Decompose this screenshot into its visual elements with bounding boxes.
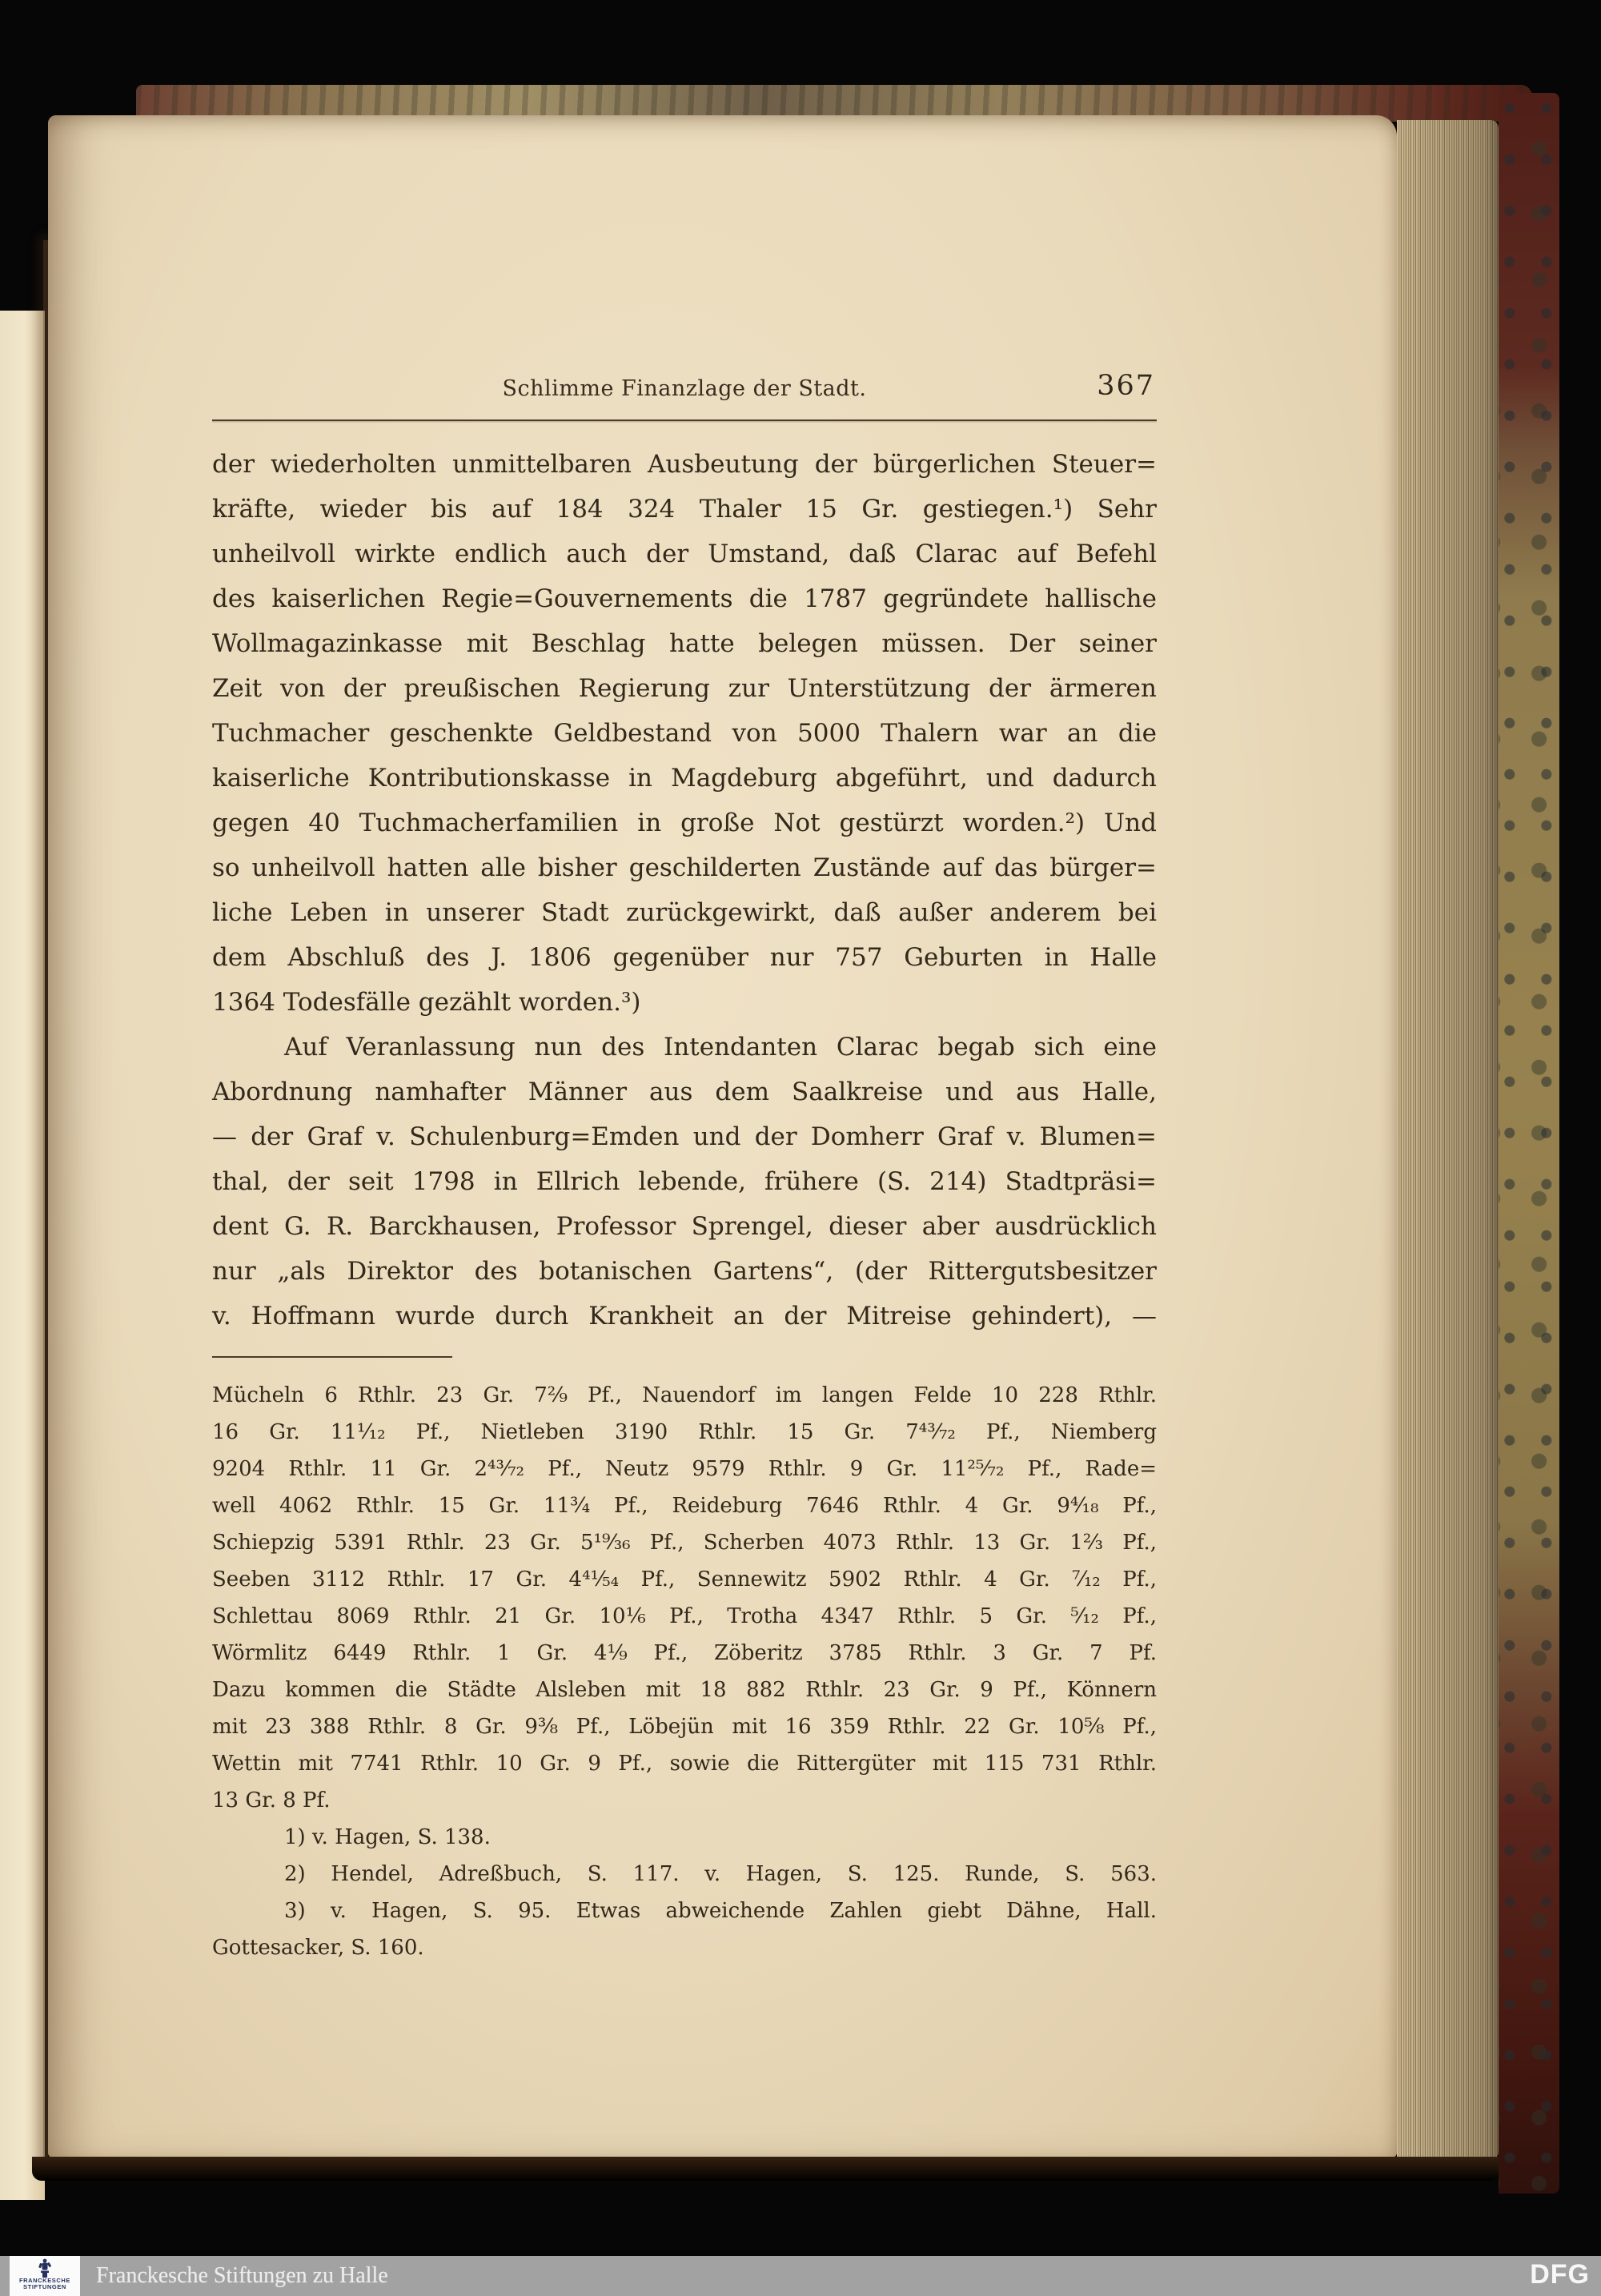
body-line: gegen 40 Tuchmacherfamilien in große Not gestürzt worden.²) Und	[212, 809, 1157, 837]
footnote-separator	[212, 1356, 452, 1358]
book-fore-edge	[1397, 120, 1499, 2160]
footnote-line: 13 Gr. 8 Pf.	[212, 1788, 331, 1812]
body-line: so unheilvoll hatten alle bisher geschilderten Zustände auf das bürger=	[212, 853, 1157, 882]
institution-label: Franckesche Stiftungen zu Halle	[96, 2263, 388, 2288]
body-line: der wiederholten unmittelbaren Ausbeutung der bürgerlichen Steuer=	[212, 450, 1157, 479]
body-line: nur „als Direktor des botanischen Gartens“, (der Rittergutsbesitzer	[212, 1257, 1157, 1286]
footnote-line: 2) Hendel, Adreßbuch, S. 117. v. Hagen, S. 125. Runde, S. 563.	[284, 1862, 1157, 1886]
footnote-line: 16 Gr. 11¹⁄₁₂ Pf., Nietleben 3190 Rthlr. 15 Gr. 7⁴³⁄₇₂ Pf., Niemberg	[212, 1420, 1157, 1444]
body-line: dent G. R. Barckhausen, Professor Sprengel, dieser aber ausdrücklich	[212, 1212, 1157, 1241]
body-line: kaiserliche Kontributionskasse in Magdeburg abgeführt, und dadurch	[212, 764, 1157, 793]
footnote-line: mit 23 388 Rthlr. 8 Gr. 9³⁄₈ Pf., Löbejün mit 16 359 Rthlr. 22 Gr. 10⁵⁄₈ Pf.,	[212, 1715, 1157, 1739]
footnote-line: Schiepzig 5391 Rthlr. 23 Gr. 5¹⁹⁄₃₆ Pf., Scherben 4073 Rthlr. 13 Gr. 1²⁄₃ Pf.,	[212, 1531, 1157, 1555]
body-line: liche Leben in unserer Stadt zurückgewirkt, daß außer anderem bei	[212, 898, 1157, 927]
dfg-logo: DFG	[1530, 2259, 1590, 2290]
page-number: 367	[1097, 370, 1155, 402]
logo-caption-line1: FRANCKESCHE	[18, 2277, 71, 2284]
book-cover-right	[1499, 93, 1559, 2194]
logo-caption	[10, 2278, 80, 2290]
body-line: unheilvoll wirkte endlich auch der Umstand, daß Clarac auf Befehl	[212, 540, 1157, 568]
body-line: Zeit von der preußischen Regierung zur Unterstützung der ärmeren	[212, 674, 1157, 703]
footnote-line: Dazu kommen die Städte Alsleben mit 18 882 Rthlr. 23 Gr. 9 Pf., Könnern	[212, 1678, 1157, 1702]
page-header	[212, 370, 1157, 408]
body-line: Auf Veranlassung nun des Intendanten Clarac begab sich eine	[284, 1033, 1157, 1062]
body-line: Abordnung namhafter Männer aus dem Saalkreise und aus Halle,	[212, 1078, 1157, 1106]
logo-caption-line2: STIFTUNGEN	[23, 2283, 66, 2290]
book-page	[48, 115, 1397, 2158]
book-bottom-edge-shadow	[32, 2157, 1499, 2181]
body-line: Tuchmacher geschenkte Geldbestand von 5000 Thalern war an die	[212, 719, 1157, 748]
footnote-line: Schlettau 8069 Rthlr. 21 Gr. 10¹⁄₆ Pf., Trotha 4347 Rthlr. 5 Gr. ⁵⁄₁₂ Pf.,	[212, 1604, 1157, 1628]
body-line: Wollmagazinkasse mit Beschlag hatte belegen müssen. Der seiner	[212, 629, 1157, 658]
footnote-line: Wörmlitz 6449 Rthlr. 1 Gr. 4¹⁄₉ Pf., Zöberitz 3785 Rthlr. 3 Gr. 7 Pf.	[212, 1641, 1157, 1665]
library-footer-bar	[0, 2256, 1601, 2296]
footnote-line: 9204 Rthlr. 11 Gr. 2⁴³⁄₇₂ Pf., Neutz 9579 Rthlr. 9 Gr. 11²⁵⁄₇₂ Pf., Rade=	[212, 1457, 1157, 1481]
body-line: kräfte, wieder bis auf 184 324 Thaler 15 Gr. gestiegen.¹) Sehr	[212, 495, 1157, 524]
body-line: 1364 Todesfälle gezählt worden.³)	[212, 988, 641, 1017]
page-content	[212, 370, 1157, 1966]
body-line: des kaiserlichen Regie=Gouvernements die 1787 gegründete hallische	[212, 584, 1157, 613]
footnote-block	[212, 1377, 1157, 1966]
statue-figure-icon	[36, 2258, 54, 2278]
footnote-line: Seeben 3112 Rthlr. 17 Gr. 4⁴¹⁄₅₄ Pf., Sennewitz 5902 Rthlr. 4 Gr. ⁷⁄₁₂ Pf.,	[212, 1567, 1157, 1592]
body-line: — der Graf v. Schulenburg=Emden und der Domherr Graf v. Blumen=	[212, 1122, 1157, 1151]
footnote-line: Wettin mit 7741 Rthlr. 10 Gr. 9 Pf., sowie die Rittergüter mit 115 731 Rthlr.	[212, 1752, 1157, 1776]
body-line: dem Abschluß des J. 1806 gegenüber nur 757 Geburten in Halle	[212, 943, 1157, 972]
running-header: Schlimme Finanzlage der Stadt.	[502, 376, 867, 401]
body-line: v. Hoffmann wurde durch Krankheit an der Mitreise gehindert), —	[212, 1302, 1157, 1331]
footnote-line: 1) v. Hagen, S. 138.	[284, 1825, 491, 1849]
body-text	[212, 442, 1157, 1339]
body-line: thal, der seit 1798 in Ellrich lebende, frühere (S. 214) Stadtpräsi=	[212, 1167, 1157, 1196]
footnote-line: well 4062 Rthlr. 15 Gr. 11³⁄₄ Pf., Reideburg 7646 Rthlr. 4 Gr. 9⁴⁄₁₈ Pf.,	[212, 1494, 1157, 1518]
facing-page-sliver	[0, 311, 45, 2200]
header-rule	[212, 419, 1157, 421]
franckesche-stiftungen-logo	[10, 2256, 80, 2296]
footnote-line: Gottesacker, S. 160.	[212, 1936, 424, 1960]
footnote-line: Mücheln 6 Rthlr. 23 Gr. 7²⁄₉ Pf., Nauendorf im langen Felde 10 228 Rthlr.	[212, 1383, 1157, 1407]
footnote-line: 3) v. Hagen, S. 95. Etwas abweichende Zahlen giebt Dähne, Hall.	[284, 1899, 1157, 1923]
